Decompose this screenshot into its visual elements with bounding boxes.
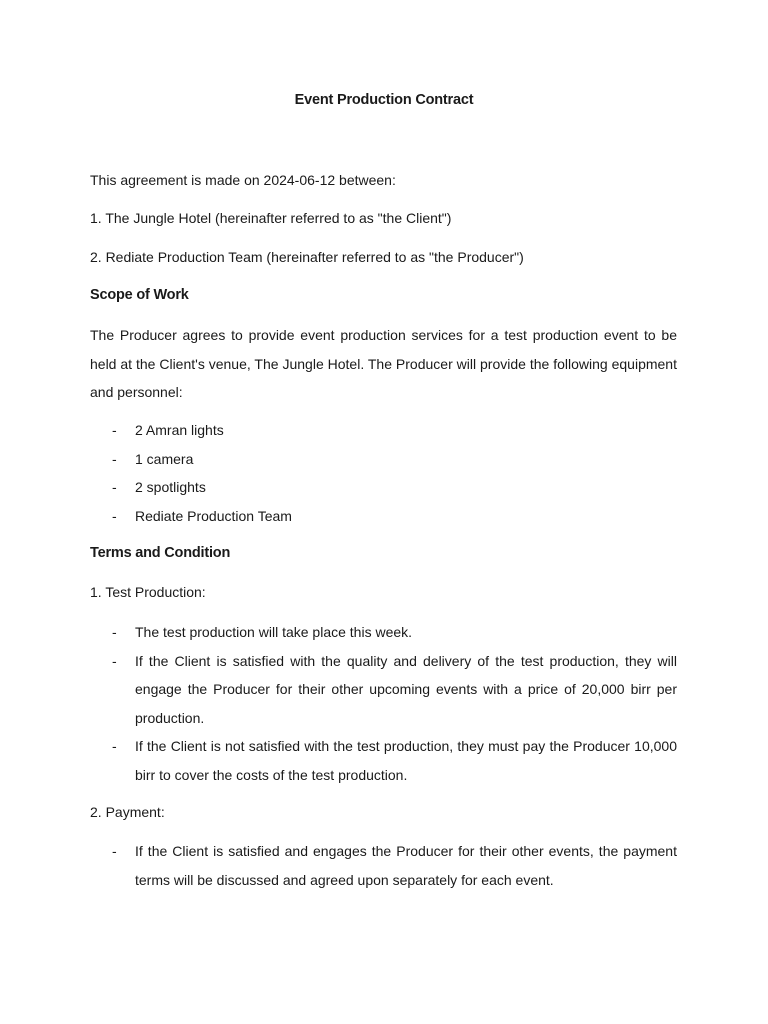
equipment-item: 2 spotlights bbox=[135, 479, 206, 495]
terms-heading: Terms and Condition bbox=[90, 545, 231, 561]
bullet-dash: - bbox=[112, 479, 117, 495]
bullet-dash: - bbox=[112, 624, 117, 640]
bullet-dash: - bbox=[112, 507, 117, 524]
list-item bbox=[90, 416, 677, 445]
bullet-dash: - bbox=[112, 652, 117, 669]
equipment-item: Rediate Production Team bbox=[135, 507, 292, 524]
party-producer: 2. Rediate Production Team (hereinafter referred to as "the Producer") bbox=[90, 249, 524, 265]
list-item bbox=[90, 647, 677, 733]
term-item: If the Client is satisfied and engages the Producer for their other events, the payment terms will be discussed and agreed upon separately for each event. bbox=[135, 843, 677, 888]
equipment-item: 1 camera bbox=[135, 450, 194, 467]
agreement-intro: This agreement is made on 2024-06-12 between: bbox=[90, 172, 396, 188]
scope-heading: Scope of Work bbox=[90, 287, 189, 303]
equipment-item: 2 Amran lights bbox=[135, 422, 224, 438]
document-title: Event Production Contract bbox=[294, 92, 474, 108]
bullet-dash: - bbox=[112, 738, 117, 754]
list-item bbox=[90, 837, 677, 894]
test-production-list bbox=[90, 618, 677, 789]
list-item bbox=[90, 473, 677, 502]
party-client: 1. The Jungle Hotel (hereinafter referred to as "the Client") bbox=[90, 210, 452, 226]
equipment-list bbox=[90, 416, 677, 530]
list-item bbox=[90, 618, 677, 647]
bullet-dash: - bbox=[112, 422, 117, 438]
scope-body: The Producer agrees to provide event production services for a test production event to be held at the Client's venue, The Jungle Hotel. The Producer will provide the following equipment and personnel: bbox=[90, 327, 677, 400]
term-item: If the Client is satisfied with the quality and delivery of the test production, they will engage the Producer for their other upcoming events with a price of 20,000 birr per production. bbox=[135, 652, 677, 726]
term-item: The test production will take place this week. bbox=[135, 624, 413, 640]
term-item: If the Client is not satisfied with the test production, they must pay the Producer 10,000 birr to cover the costs of the test production. bbox=[135, 738, 677, 783]
terms-section-label: 2. Payment: bbox=[90, 804, 165, 820]
list-item bbox=[90, 732, 677, 789]
bullet-dash: - bbox=[112, 843, 117, 859]
bullet-dash: - bbox=[112, 450, 117, 467]
list-item bbox=[90, 445, 677, 474]
list-item bbox=[90, 502, 677, 531]
terms-section-label: 1. Test Production: bbox=[90, 584, 206, 600]
payment-list bbox=[90, 837, 677, 894]
